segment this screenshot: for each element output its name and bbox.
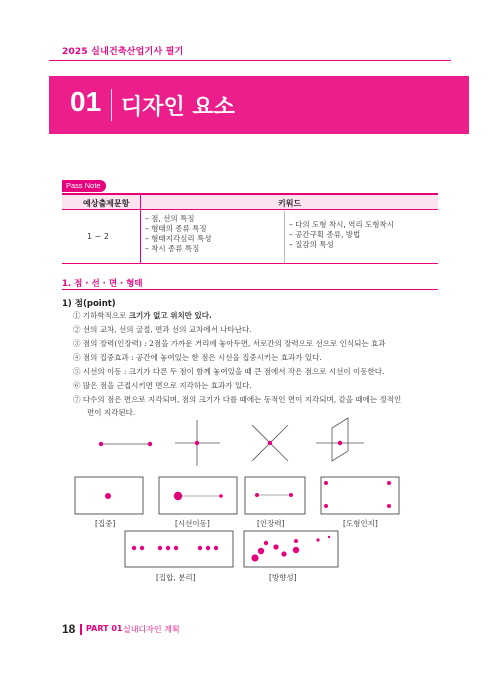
pass-note-tag: Pass Note bbox=[62, 180, 106, 192]
keyword: – 공간구획 종류, 방법 bbox=[289, 230, 361, 239]
concentration-figure bbox=[75, 477, 143, 514]
list-item: ① 기하학적으로 크기가 없고 위치만 있다. bbox=[73, 311, 212, 320]
tension-figure bbox=[245, 477, 305, 514]
grouping-figure bbox=[125, 531, 233, 567]
directionality-figure bbox=[244, 531, 338, 567]
keyword: – 질감의 특성 bbox=[289, 240, 334, 249]
section-title: 1. 점 · 선 · 면 · 형태 bbox=[62, 279, 143, 289]
list-item: ⑥ 많은 점을 근접시키면 면으로 지각하는 효과가 있다. bbox=[73, 381, 252, 390]
chapter-title: 디자인 요소 bbox=[121, 95, 235, 120]
table-header-keyword: 키워드 bbox=[278, 199, 302, 208]
subsection-title: 1) 점(point) bbox=[62, 299, 116, 309]
keyword: – 착시 종류 특징 bbox=[145, 244, 200, 253]
list-item: ② 선의 교차, 선의 굴절, 면과 선의 교차에서 나타난다. bbox=[73, 325, 252, 334]
list-item: ③ 점의 장력(인장력) : 2점을 가까운 거리에 놓아두면, 서로간의 장력으로 선으로 인식되는 효과 bbox=[73, 339, 386, 348]
keyword: – 점, 선의 특징 bbox=[145, 214, 195, 223]
line-segment-figure bbox=[99, 442, 152, 446]
list-item-continued: 면이 지각된다. bbox=[87, 408, 136, 417]
list-item: ④ 점의 집중효과 : 공간에 놓여있는 한 점은 시선을 집중시키는 효과가 있다. bbox=[73, 353, 322, 362]
keyword: – 다의 도형 착시, 역리 도형착시 bbox=[289, 220, 394, 229]
footer-subtitle: 실내디자인 계획 bbox=[123, 625, 180, 634]
keyword: – 형태지각심리 특성 bbox=[145, 234, 212, 243]
keyword: – 형태의 종류 특징 bbox=[145, 224, 207, 233]
caption-grouping: [집합, 분리] bbox=[156, 573, 196, 582]
page-number: 18 bbox=[62, 622, 76, 636]
list-item: ⑤ 시선의 이동 : 크기가 다른 두 점이 함께 놓여있을 때 큰 점에서 작은 점으로 시선이 이동한다. bbox=[73, 367, 385, 376]
table-header-range: 예상출제문항 bbox=[83, 199, 130, 208]
x-lines-figure bbox=[252, 425, 288, 461]
running-header: 2025 실내건축산업기사 필기 bbox=[62, 47, 184, 57]
caption-concentration: [집중] bbox=[95, 519, 116, 528]
table-range-cell: 1 ~ 2 bbox=[87, 232, 109, 241]
plane-line-figure bbox=[316, 418, 364, 461]
list-item: ⑦ 다수의 점은 면으로 지각되며, 점의 크기가 다를 때에는 동적인 면이 지각되며, 같을 때에는 정적인 bbox=[73, 395, 402, 404]
footer-divider bbox=[80, 624, 82, 635]
chapter-number: 01 bbox=[70, 86, 102, 117]
shape-recognition-figure bbox=[321, 477, 399, 514]
caption-shape-recognition: [도형인지] bbox=[343, 519, 378, 528]
footer-part: PART 01 bbox=[86, 624, 123, 633]
caption-directionality: [방향성] bbox=[269, 573, 297, 582]
caption-tension: [인장력] bbox=[257, 519, 285, 528]
caption-eye-movement: [시선이동] bbox=[175, 519, 210, 528]
cross-lines-figure bbox=[175, 420, 220, 466]
eye-movement-figure bbox=[159, 477, 237, 514]
